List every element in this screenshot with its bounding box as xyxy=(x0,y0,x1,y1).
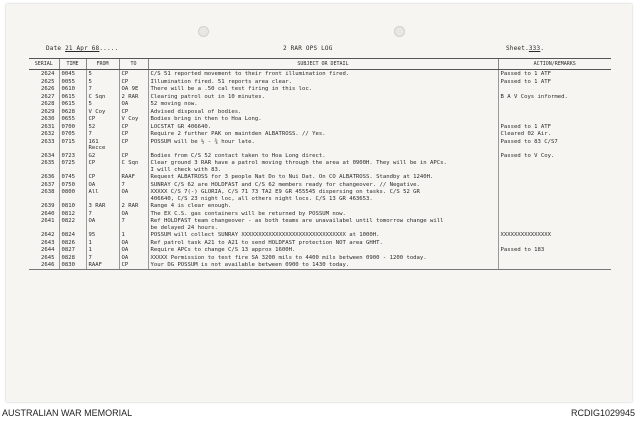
cell-serial: 2625 xyxy=(41,78,55,85)
cell-from: 7 xyxy=(86,210,119,218)
cell-serial: 2634 xyxy=(41,152,55,159)
cell-detail: Require 2 further PAK on maintden ALBATROSS. // Yes. xyxy=(148,130,498,138)
sheet-value: 333 xyxy=(528,45,541,52)
cell-remarks xyxy=(498,261,611,269)
table-row xyxy=(29,85,611,93)
column-header: TO xyxy=(119,59,148,70)
cell-time: 0055 xyxy=(59,78,86,86)
cell-to: 2 RAR xyxy=(119,202,148,210)
cell-time: 0745 xyxy=(59,173,86,181)
cell-from: RAAF xyxy=(86,261,119,269)
cell-remarks xyxy=(498,217,611,231)
table-row xyxy=(29,210,611,218)
column-header: SERIAL xyxy=(29,59,59,70)
cell-remarks: Passed to V Coy. xyxy=(498,152,611,160)
date-label: Date xyxy=(46,45,62,52)
cell-serial: 2629 xyxy=(41,108,55,115)
cell-time: 0615 xyxy=(59,100,86,108)
table-row xyxy=(29,123,611,131)
table-row xyxy=(29,173,611,181)
table-row xyxy=(29,239,611,247)
cell-time: 0655 xyxy=(59,115,86,123)
cell-from: 95 xyxy=(86,231,119,239)
cell-remarks: Passed to 1 ATF xyxy=(498,78,611,86)
cell-to: CP xyxy=(119,261,148,269)
table-row xyxy=(29,246,611,254)
cell-time: 0824 xyxy=(59,231,86,239)
cell-detail: There will be a .50 cal test firing in this loc. xyxy=(148,85,498,93)
cell-detail: SUNRAY C/S 62 are HOLDFAST and C/S 62 members ready for changeover. // Negative. xyxy=(148,181,498,189)
cell-remarks xyxy=(498,254,611,262)
table-row xyxy=(29,202,611,210)
cell-remarks xyxy=(498,115,611,123)
cell-time: 0723 xyxy=(59,152,86,160)
cell-detail: Ref patrol task A21 to A21 to send HOLDFAST protection NOT area GHHT. xyxy=(148,239,498,247)
cell-to: CP xyxy=(119,152,148,160)
cell-serial: 2626 xyxy=(41,86,55,92)
table-row xyxy=(29,261,611,269)
sheet-label: Sheet xyxy=(506,45,526,52)
cell-detail: POSSUM will be ½ - ¾ hour late. xyxy=(148,138,498,152)
cell-detail: Your DG POSSUM is not available between 0900 to 1430 today. xyxy=(148,261,498,269)
cell-remarks xyxy=(498,173,611,181)
cell-serial: 2631 xyxy=(41,123,55,130)
cell-remarks xyxy=(498,108,611,116)
cell-time: 0812 xyxy=(59,210,86,218)
cell-to: C Sqn xyxy=(119,159,148,173)
cell-to: CP xyxy=(119,130,148,138)
cell-time: 0615 xyxy=(59,93,86,101)
cell-remarks xyxy=(498,181,611,189)
cell-from: 7 xyxy=(86,254,119,262)
footer-institution: AUSTRALIAN WAR MEMORIAL xyxy=(2,408,133,418)
cell-serial: 2645 xyxy=(41,254,55,261)
table-row xyxy=(29,152,611,160)
cell-time: 0750 xyxy=(59,181,86,189)
ops-log-table xyxy=(29,58,611,270)
cell-time: 0715 xyxy=(59,138,86,152)
cell-from: 161 Recce xyxy=(86,138,119,152)
cell-serial: 2633 xyxy=(41,138,55,145)
cell-to: 2 RAR xyxy=(119,93,148,101)
table-row xyxy=(29,188,611,202)
cell-detail: 52 moving now. xyxy=(148,100,498,108)
table-row xyxy=(29,217,611,231)
cell-remarks: B A V Coys informed. xyxy=(498,93,611,101)
column-header: TIME xyxy=(59,59,86,70)
cell-serial: 2642 xyxy=(41,232,55,238)
cell-from: 1 xyxy=(86,239,119,247)
cell-detail: Bodies from C/S 52 contact taken to Hoa Long direct. xyxy=(148,152,498,160)
cell-to: CP xyxy=(119,123,148,131)
cell-detail: Clear ground 3 RAR have a patrol moving through the area at 0900H. They will be in APCs. I will check with 83. xyxy=(148,159,498,173)
cell-from: 7 xyxy=(86,85,119,93)
cell-to: OA xyxy=(119,246,148,254)
cell-to: 1 xyxy=(119,231,148,239)
cell-detail: POSSUM will collect SUNRAY XXXXXXXXXXXXXXXXXXXXXXXXXXXXXXX at 1000H. xyxy=(148,231,498,239)
cell-remarks xyxy=(498,85,611,93)
cell-serial: 2644 xyxy=(41,247,55,253)
cell-to: OA xyxy=(119,100,148,108)
cell-time: 0810 xyxy=(59,202,86,210)
cell-to: RAAF xyxy=(119,173,148,181)
cell-from: OA xyxy=(86,217,119,231)
log-title: 2 RAR OPS LOG xyxy=(283,45,333,52)
date-field: Date 21 Apr 68..... xyxy=(46,45,119,52)
cell-time: 0610 xyxy=(59,85,86,93)
cell-from: CP xyxy=(86,159,119,173)
cell-to: V Coy xyxy=(119,115,148,123)
cell-detail: Bodies bring in then to Hoa Long. xyxy=(148,115,498,123)
cell-from: OA xyxy=(86,181,119,189)
cell-detail: Request ALBATROSS for 3 people Nat Do to Nui Dat. On CO ALBATROSS. Standby at 1240H. xyxy=(148,173,498,181)
cell-to: OA xyxy=(119,254,148,262)
cell-time: 0700 xyxy=(59,123,86,131)
cell-detail: Range 4 is clear enough. xyxy=(148,202,498,210)
cell-detail: Illumination fired. 51 reports area clear. xyxy=(148,78,498,86)
cell-detail: Clearing patrol out in 10 minutes. xyxy=(148,93,498,101)
cell-from: 5 xyxy=(86,78,119,86)
cell-from: 5 xyxy=(86,100,119,108)
cell-serial: 2646 xyxy=(29,261,59,269)
cell-remarks: XXXXXXXXXXXXXXX xyxy=(498,231,611,239)
cell-to: CP xyxy=(119,108,148,116)
table-row xyxy=(29,108,611,116)
cell-time: 0725 xyxy=(59,159,86,173)
cell-remarks: Passed to 1 ATF xyxy=(498,70,611,78)
cell-remarks: Passed to 83 C/S7 xyxy=(498,138,611,152)
cell-from: 5 xyxy=(86,70,119,78)
cell-time: 0705 xyxy=(59,130,86,138)
cell-time: 0800 xyxy=(59,188,86,202)
cell-from: 7 xyxy=(86,130,119,138)
cell-remarks xyxy=(498,159,611,173)
cell-to: OA xyxy=(119,239,148,247)
table-row xyxy=(29,138,611,152)
cell-detail: C/S 51 reported movement to their front illumination fired. xyxy=(148,70,498,78)
column-header: SUBJECT OR DETAIL xyxy=(148,59,498,70)
table-row xyxy=(29,78,611,86)
table-row xyxy=(29,130,611,138)
cell-from: 1 xyxy=(86,246,119,254)
table-row xyxy=(29,231,611,239)
cell-serial: 2637 xyxy=(41,181,55,188)
column-header: ACTION/REMARKS xyxy=(498,59,611,70)
table-row xyxy=(29,100,611,108)
cell-to: 7 xyxy=(119,217,148,231)
cell-time: 0822 xyxy=(59,217,86,231)
cell-to: CP xyxy=(119,138,148,152)
table-row xyxy=(29,254,611,262)
cell-from: 52 xyxy=(86,123,119,131)
cell-to: 7 xyxy=(119,181,148,189)
cell-remarks xyxy=(498,202,611,210)
table-row xyxy=(29,93,611,101)
cell-time: 0628 xyxy=(59,108,86,116)
cell-remarks: Passed to 1 ATF xyxy=(498,123,611,131)
cell-serial: 2636 xyxy=(41,174,55,180)
cell-serial: 2641 xyxy=(41,218,55,224)
cell-detail: XXXXX C/S 7(-) GLORIA, C/S 71 73 TA2 E9 GR 455545 dispersing on tasks. C/S 52 GR 406640, C/S 23 night loc, all others night locs. C/S 13 GR 463653. xyxy=(148,188,498,202)
cell-detail: Advised disposal of bodies. xyxy=(148,108,498,116)
cell-remarks xyxy=(498,210,611,218)
cell-serial: 2627 xyxy=(41,93,55,100)
cell-serial: 2635 xyxy=(41,160,55,166)
cell-remarks: Passed to 183 xyxy=(498,246,611,254)
punch-hole-left xyxy=(198,26,209,37)
cell-from: CP xyxy=(86,115,119,123)
cell-from: V Coy xyxy=(86,108,119,116)
cell-serial: 2643 xyxy=(41,239,55,246)
cell-to: OA 9E xyxy=(119,85,148,93)
column-header: FROM xyxy=(86,59,119,70)
cell-serial: 2639 xyxy=(41,203,55,209)
cell-from: G2 xyxy=(86,152,119,160)
cell-remarks xyxy=(498,239,611,247)
cell-serial: 2640 xyxy=(41,210,55,217)
cell-to: CP xyxy=(119,78,148,86)
cell-to: OA xyxy=(119,188,148,202)
cell-to: CP xyxy=(119,70,148,78)
cell-detail: The EX C.S. gas containers will be returned by POSSUM now. xyxy=(148,210,498,218)
cell-serial: 2638 xyxy=(41,189,55,195)
cell-from: CP xyxy=(86,173,119,181)
cell-detail: Ref HOLDFAST team changeover - as both teams are unavailabel until tomorrow change will be delayed 24 hours. xyxy=(148,217,498,231)
footer-record-id: RCDIG1029945 xyxy=(570,408,635,418)
cell-from: 3 RAR xyxy=(86,202,119,210)
table-row xyxy=(29,70,611,78)
cell-remarks: Cleared 02 Air. xyxy=(498,130,611,138)
cell-remarks xyxy=(498,100,611,108)
cell-serial: 2624 xyxy=(41,71,55,77)
cell-time: 0830 xyxy=(59,261,86,269)
cell-time: 0828 xyxy=(59,254,86,262)
cell-serial: 2628 xyxy=(41,101,55,107)
cell-detail: LOCSTAT GR 406640. xyxy=(148,123,498,131)
table-row xyxy=(29,181,611,189)
cell-serial: 2630 xyxy=(41,116,55,122)
cell-time: 0827 xyxy=(59,246,86,254)
punch-hole-right xyxy=(394,26,405,37)
cell-from: C Sqn xyxy=(86,93,119,101)
cell-serial: 2632 xyxy=(41,131,55,137)
cell-detail: XXXXX Permission to test fire SA 3200 mils to 4400 mils between 0900 - 1200 today. xyxy=(148,254,498,262)
cell-remarks xyxy=(498,188,611,202)
sheet-field: Sheet.333. xyxy=(506,45,545,52)
date-value: 21 Apr 68 xyxy=(65,45,100,52)
table-row xyxy=(29,115,611,123)
cell-to: OA xyxy=(119,210,148,218)
cell-time: 0045 xyxy=(59,70,86,78)
cell-detail: Require APCs to change C/S 13 approx 1600H. xyxy=(148,246,498,254)
cell-time: 0826 xyxy=(59,239,86,247)
table-row xyxy=(29,159,611,173)
table-header-row xyxy=(29,59,611,70)
table-body xyxy=(29,70,611,270)
cell-from: All xyxy=(86,188,119,202)
